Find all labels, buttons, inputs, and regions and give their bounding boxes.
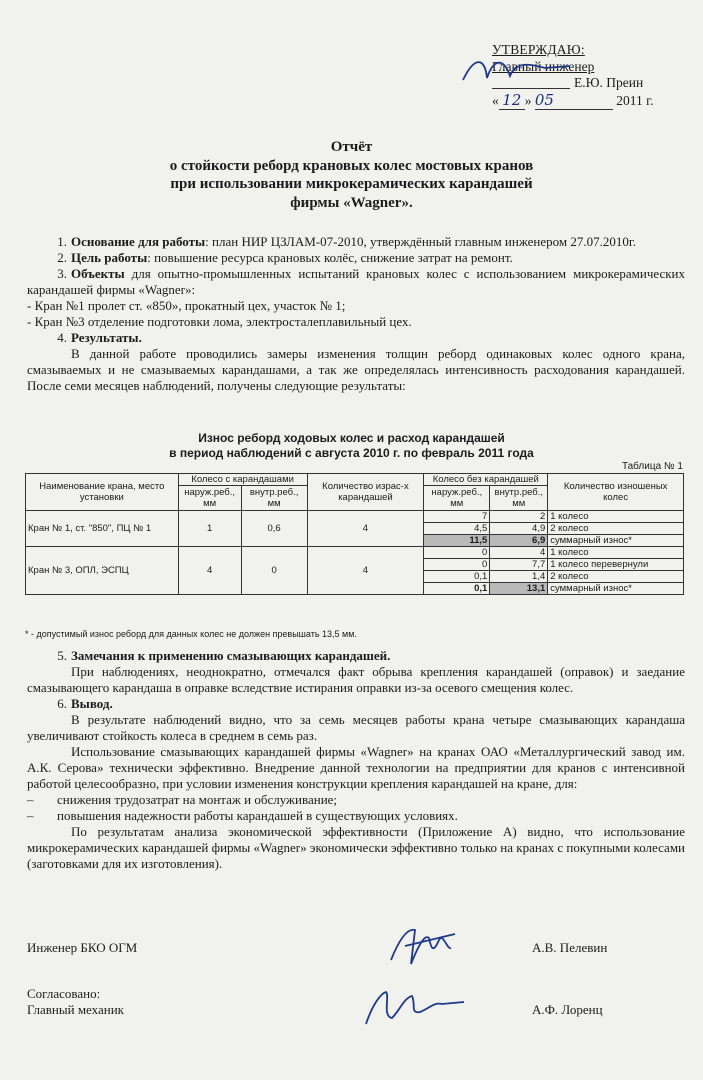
section-text: В данной работе проводились замеры изменения толщин реборд одинаковых колес одного крана, смазываемых и не смазываемых карандашами, а так же определялась интенсивность расходования карандашей. После семи месяцев наблюдений, получены следующие результаты: <box>27 346 685 393</box>
sum-inner: 6,9 <box>490 535 548 547</box>
mechanic-title: Главный механик <box>27 1002 124 1017</box>
consumed-count: 4 <box>307 511 424 547</box>
table-number: Таблица № 1 <box>621 461 683 472</box>
crane-name: Кран № 3, ОПЛ, ЭСПЦ <box>26 547 179 595</box>
header-without-pencils: Колесо без карандашей <box>424 474 548 486</box>
section-3 <box>27 266 685 298</box>
worn-note: 1 колесо перевернули <box>548 559 684 571</box>
header-inner: внутр.реб., мм <box>241 486 307 511</box>
table-title-line: Износ реборд ходовых колес и расход карандашей <box>198 431 505 445</box>
title-line: Отчёт <box>330 139 373 155</box>
section-6 <box>27 696 685 712</box>
section-text: При наблюдениях, неоднократно, отмечался факт обрыва крепления карандашей (оправок) и заедание смазывающего карандаша в оправке вследствие истирания оправки из-за осевого смещения колес. <box>27 664 685 695</box>
section-text: для опытно-промышленных испытаний крановых колес с использованием микрокерамических карандашей фирмы «Wagner»: <box>27 266 685 297</box>
header-crane: Наименование крана, место установки <box>26 474 179 511</box>
date-open-quote: « <box>492 93 499 108</box>
with-outer: 1 <box>178 511 241 547</box>
agreed-label: Согласовано: <box>27 986 101 1001</box>
title-line: о стойкости реборд крановых колес мостовых кранов <box>169 157 534 174</box>
sum-note: суммарный износ* <box>548 583 684 595</box>
section-2 <box>27 250 685 266</box>
date-close-quote: » <box>524 93 532 108</box>
section-heading: Замечания к применению смазывающих карандашей. <box>71 648 391 663</box>
approval-position: Главный инженер <box>492 58 595 74</box>
mechanic-signature <box>27 1002 685 1018</box>
section-heading: Результаты. <box>71 330 142 345</box>
header-with-pencils: Колесо с карандашами <box>178 474 307 486</box>
with-inner: 0,6 <box>241 511 307 547</box>
conclusion-paragraph: В результате наблюдений видно, что за семь месяцев работы крана четыре смазывающих карандаша увеличивают стойкость колеса в среднем в семь раз. <box>27 712 685 743</box>
sections-1-4 <box>27 234 685 394</box>
section-text: : план НИР ЦЗЛАМ-07-2010, утверждённый главным инженером 27.07.2010г. <box>205 234 636 249</box>
date-day: 12 <box>499 92 525 110</box>
section-number: 6. <box>57 696 67 711</box>
sections-5-6 <box>27 648 685 872</box>
without-inner: 2 <box>490 511 548 523</box>
table-title <box>0 431 703 461</box>
consumed-count: 4 <box>307 547 424 595</box>
section-number: 1. <box>57 234 67 249</box>
conclusion-paragraph: По результатам анализа экономической эффективности (Приложение А) видно, что использование микрокерамических карандашей фирмы «Wagner» экономически эффективно только на кранах с покупными колесами (заготовками для их изготовления). <box>27 824 685 871</box>
section-4 <box>27 330 685 346</box>
crane-name: Кран № 1, ст. "850", ПЦ № 1 <box>26 511 179 547</box>
engineer-name: А.В. Пелевин <box>532 940 608 955</box>
without-inner: 4 <box>490 547 548 559</box>
header-outer: наруж.реб., мм <box>178 486 241 511</box>
approval-date <box>492 92 692 110</box>
object-item: - Кран №3 отделение подготовки лома, электросталеплавильный цех. <box>27 314 412 329</box>
engineer-title: Инженер БКО ОГМ <box>27 940 138 955</box>
with-inner: 0 <box>241 547 307 595</box>
without-inner: 7,7 <box>490 559 548 571</box>
header-inner: внутр.реб., мм <box>490 486 548 511</box>
handwritten-signature <box>385 920 465 975</box>
worn-note: 2 колесо <box>548 571 684 583</box>
section-number: 5. <box>57 648 67 663</box>
section-number: 3. <box>57 266 67 281</box>
bullet-text: снижения трудозатрат на монтаж и обслуживание; <box>57 792 338 807</box>
date-year: 2011 г. <box>616 93 654 108</box>
table-footnote: * - допустимый износ реборд для данных колес не должен превышать 13,5 мм. <box>25 629 357 639</box>
without-outer: 0,1 <box>424 571 490 583</box>
bullet-item <box>27 792 685 808</box>
section-heading: Основание для работы <box>71 234 206 249</box>
sum-outer: 11,5 <box>424 535 490 547</box>
sum-note: суммарный износ* <box>548 535 684 547</box>
table-title-line: в период наблюдений с августа 2010 г. по февраль 2011 года <box>169 446 534 460</box>
section-1 <box>27 234 685 250</box>
section-heading: Вывод. <box>71 696 113 711</box>
section-heading: Цель работы <box>71 250 148 265</box>
sum-inner: 13,1 <box>490 583 548 595</box>
section-5 <box>27 648 685 664</box>
header-worn: Количество изношеных колес <box>548 474 684 511</box>
handwritten-signature <box>455 50 575 90</box>
bullet-text: повышения надежности работы карандашей в существующих условиях. <box>57 808 458 823</box>
table-row <box>26 511 684 523</box>
without-inner: 4,9 <box>490 523 548 535</box>
title-line: фирмы «Wagner». <box>290 194 413 211</box>
worn-note: 1 колесо <box>548 547 684 559</box>
section-text: : повышение ресурса крановых колёс, снижение затрат на ремонт. <box>147 250 513 265</box>
bullet-item <box>27 808 685 824</box>
section-number: 2. <box>57 250 67 265</box>
section-heading: Объекты <box>71 266 125 281</box>
table-header-row <box>26 474 684 486</box>
document-title <box>0 138 703 212</box>
worn-note: 2 колесо <box>548 523 684 535</box>
spacer <box>27 956 685 986</box>
approval-name: Е.Ю. Преин <box>574 75 644 90</box>
with-outer: 4 <box>178 547 241 595</box>
bullet-dash: – <box>27 808 34 823</box>
signatures <box>27 940 685 1018</box>
object-item: - Кран №1 пролет ст. «850», прокатный цех, участок № 1; <box>27 298 346 313</box>
worn-note: 1 колесо <box>548 511 684 523</box>
title-line: при использовании микрокерамических карандашей <box>170 176 533 192</box>
section-number: 4. <box>57 330 67 345</box>
approval-title: УТВЕРЖДАЮ: <box>492 42 585 57</box>
without-outer: 0 <box>424 547 490 559</box>
without-inner: 1,4 <box>490 571 548 583</box>
sum-outer: 0,1 <box>424 583 490 595</box>
wear-table <box>25 473 684 595</box>
conclusion-paragraph: Использование смазывающих карандашей фирмы «Wagner» на кранах ОАО «Металлургический завод им. А.К. Серова» технически эффективно. Внедрение данной технологии на предприятии для кранов с интенсивной работой целесообразно, при условии изменения конструкции крепления карандашей на кране, для: <box>27 744 685 791</box>
header-outer: наруж.реб., мм <box>424 486 490 511</box>
without-outer: 0 <box>424 559 490 571</box>
mechanic-name: А.Ф. Лоренц <box>532 1002 603 1017</box>
table-row <box>26 547 684 559</box>
handwritten-signature <box>360 980 470 1030</box>
date-month: 05 <box>535 92 613 110</box>
bullet-dash: – <box>27 792 34 807</box>
without-outer: 4,5 <box>424 523 490 535</box>
without-outer: 7 <box>424 511 490 523</box>
engineer-signature <box>27 940 685 956</box>
header-consumed: Количество израс-х карандашей <box>307 474 424 511</box>
